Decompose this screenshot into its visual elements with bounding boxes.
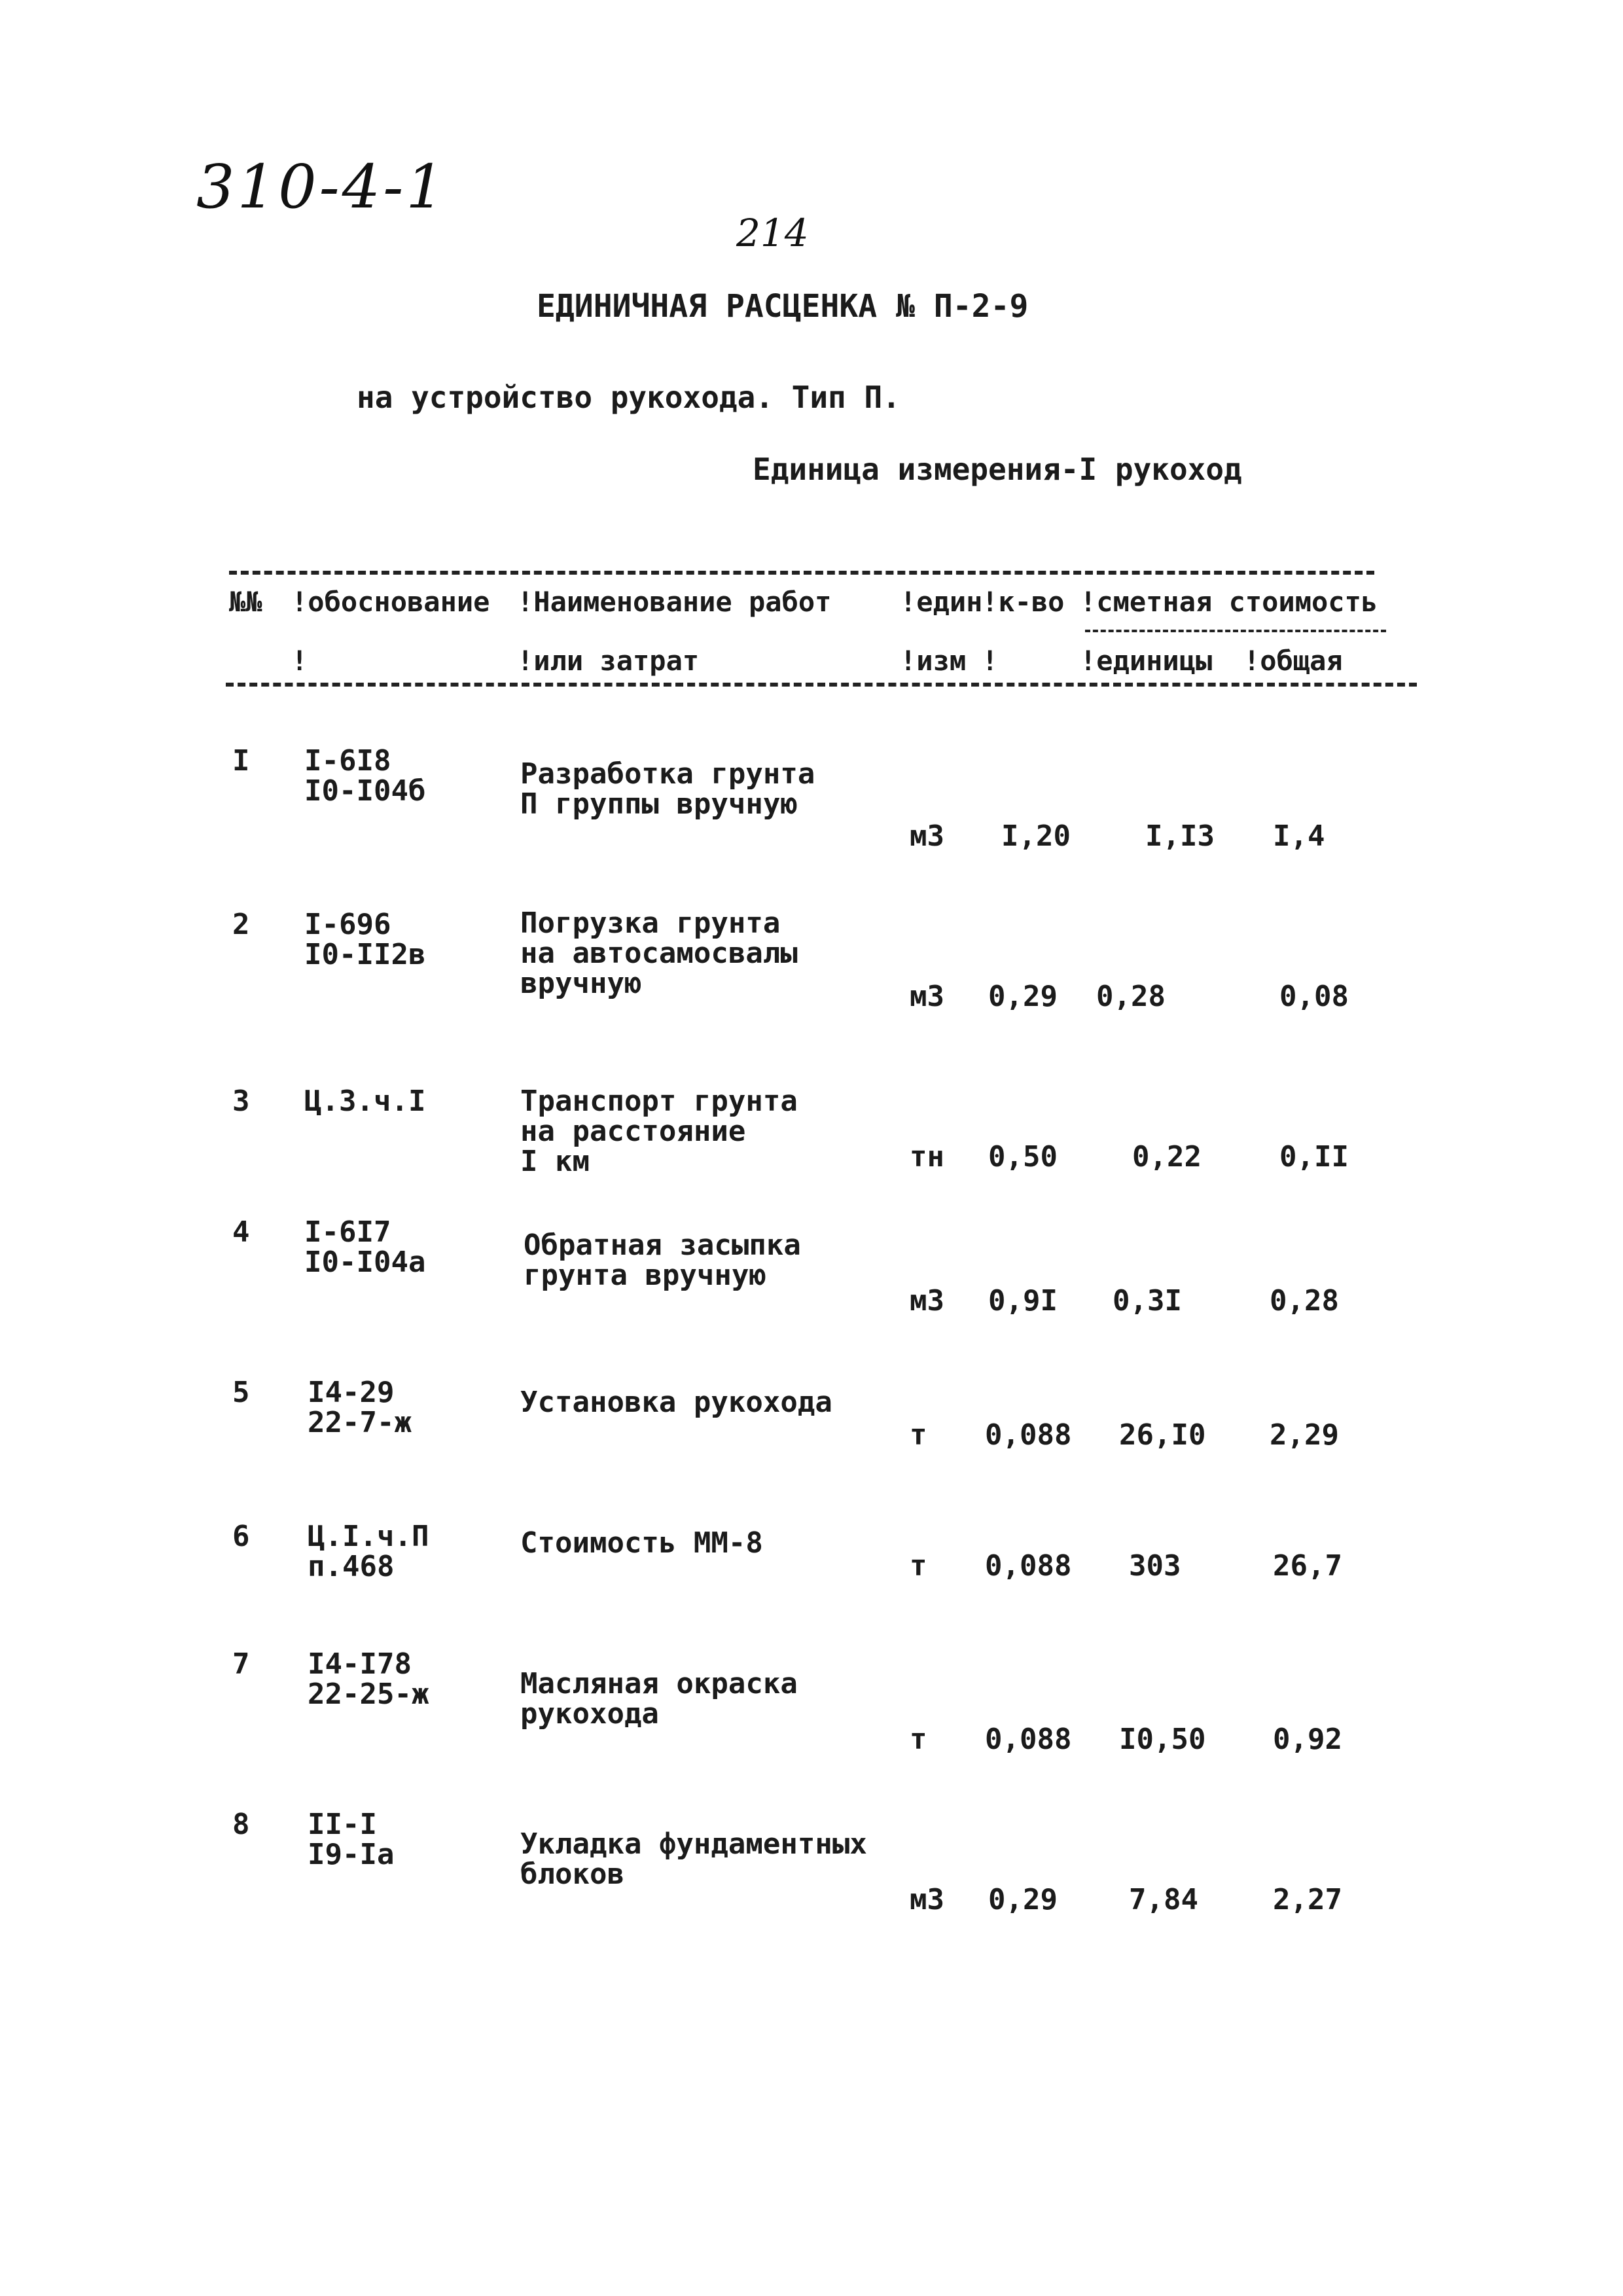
row-unit: тн [910, 1140, 944, 1174]
row-total-cost: 2,27 [1273, 1883, 1342, 1916]
row-unit: т [910, 1418, 927, 1452]
row-quantity: 0,088 [985, 1418, 1072, 1452]
row-basis: II-I I9-Iа [308, 1808, 395, 1871]
row-total-cost: 0,92 [1273, 1723, 1342, 1756]
document-title: ЕДИНИЧНАЯ РАСЦЕНКА № П-2-9 [537, 288, 1029, 325]
row-basis: I-696 I0-II2в [304, 908, 426, 971]
cost-group-rule [1085, 630, 1386, 632]
row-quantity: 0,50 [988, 1140, 1058, 1174]
column-header-name-continued: !или затрат [517, 645, 700, 677]
row-work-name: Транспорт грунта на расстояние I км [520, 1085, 798, 1178]
row-basis: I-6I8 I0-I04б [304, 744, 426, 808]
row-work-name: Стоимость ММ-8 [520, 1526, 763, 1560]
row-basis: Ц.3.ч.I [304, 1085, 426, 1118]
row-total-cost: 0,08 [1279, 980, 1349, 1013]
column-header-unit: !един [900, 586, 983, 618]
column-header-number: №№ [229, 586, 262, 618]
column-header-quantity: !к-во [982, 586, 1065, 618]
row-total-cost: 0,II [1279, 1140, 1349, 1174]
row-number: 5 [232, 1376, 250, 1409]
row-unit: т [910, 1549, 927, 1583]
row-basis: I4-29 22-7-ж [308, 1376, 412, 1439]
row-quantity: 0,29 [988, 980, 1058, 1013]
row-unit-cost: 303 [1129, 1549, 1181, 1583]
row-work-name: Установка рукохода [520, 1386, 832, 1419]
row-basis: I-6I7 I0-I04а [304, 1215, 426, 1279]
row-total-cost: 26,7 [1273, 1549, 1342, 1583]
row-work-name: Разработка грунта П группы вручную [520, 757, 815, 821]
column-header-basis-continued: ! [291, 645, 308, 677]
row-unit-cost: 0,3I [1113, 1284, 1182, 1318]
row-unit: м3 [910, 1883, 944, 1916]
row-work-name: Укладка фундаментных блоков [520, 1827, 867, 1891]
row-number: 3 [232, 1085, 250, 1118]
row-number: 6 [232, 1520, 250, 1553]
row-quantity: 0,088 [985, 1549, 1072, 1583]
row-quantity: I,20 [1001, 819, 1071, 853]
row-unit-cost: I0,50 [1119, 1723, 1206, 1756]
column-header-name: !Наименование работ [517, 586, 832, 618]
row-work-name: Погрузка грунта на автосамосвалы вручную [520, 906, 798, 1000]
row-total-cost: 2,29 [1270, 1418, 1339, 1452]
row-unit-cost: 0,28 [1096, 980, 1166, 1013]
measurement-unit: Единица измерения-I рукоход [753, 452, 1242, 487]
row-unit-cost: 0,22 [1132, 1140, 1202, 1174]
table-header-rule [226, 683, 1417, 687]
row-total-cost: I,4 [1273, 819, 1325, 853]
row-work-name: Масляная окраска рукохода [520, 1667, 798, 1731]
column-header-unit-cost: !единицы [1080, 645, 1213, 677]
document-subtitle: на устройство рукохода. Тип П. [357, 380, 901, 415]
row-unit-cost: 7,84 [1129, 1883, 1198, 1916]
row-unit: м3 [910, 1284, 944, 1318]
row-quantity: 0,29 [988, 1883, 1058, 1916]
table-top-rule [229, 571, 1374, 575]
row-number: 7 [232, 1647, 250, 1681]
row-number: 2 [232, 908, 250, 941]
row-unit: м3 [910, 980, 944, 1013]
column-header-estimated-cost: !сметная стоимость [1080, 586, 1378, 618]
row-unit-cost: I,I3 [1145, 819, 1215, 853]
document-code: 310-4-1 [196, 152, 447, 222]
row-unit: т [910, 1723, 927, 1756]
row-basis: Ц.I.ч.П п.468 [308, 1520, 429, 1583]
row-total-cost: 0,28 [1270, 1284, 1339, 1318]
row-quantity: 0,088 [985, 1723, 1072, 1756]
row-number: 8 [232, 1808, 250, 1841]
row-basis: I4-I78 22-25-ж [308, 1647, 429, 1711]
row-quantity: 0,9I [988, 1284, 1058, 1318]
row-number: 4 [232, 1215, 250, 1249]
column-header-unit-continued: !изм [900, 645, 967, 677]
column-header-basis: !обоснование [291, 586, 490, 618]
row-unit-cost: 26,I0 [1119, 1418, 1206, 1452]
column-header-total-cost: !общая [1243, 645, 1343, 677]
row-unit: м3 [910, 819, 944, 853]
page-number: 214 [736, 211, 809, 255]
column-header-quantity-continued: ! [982, 645, 999, 677]
row-work-name: Обратная засыпка грунта вручную [524, 1229, 801, 1292]
row-number: I [232, 744, 250, 778]
